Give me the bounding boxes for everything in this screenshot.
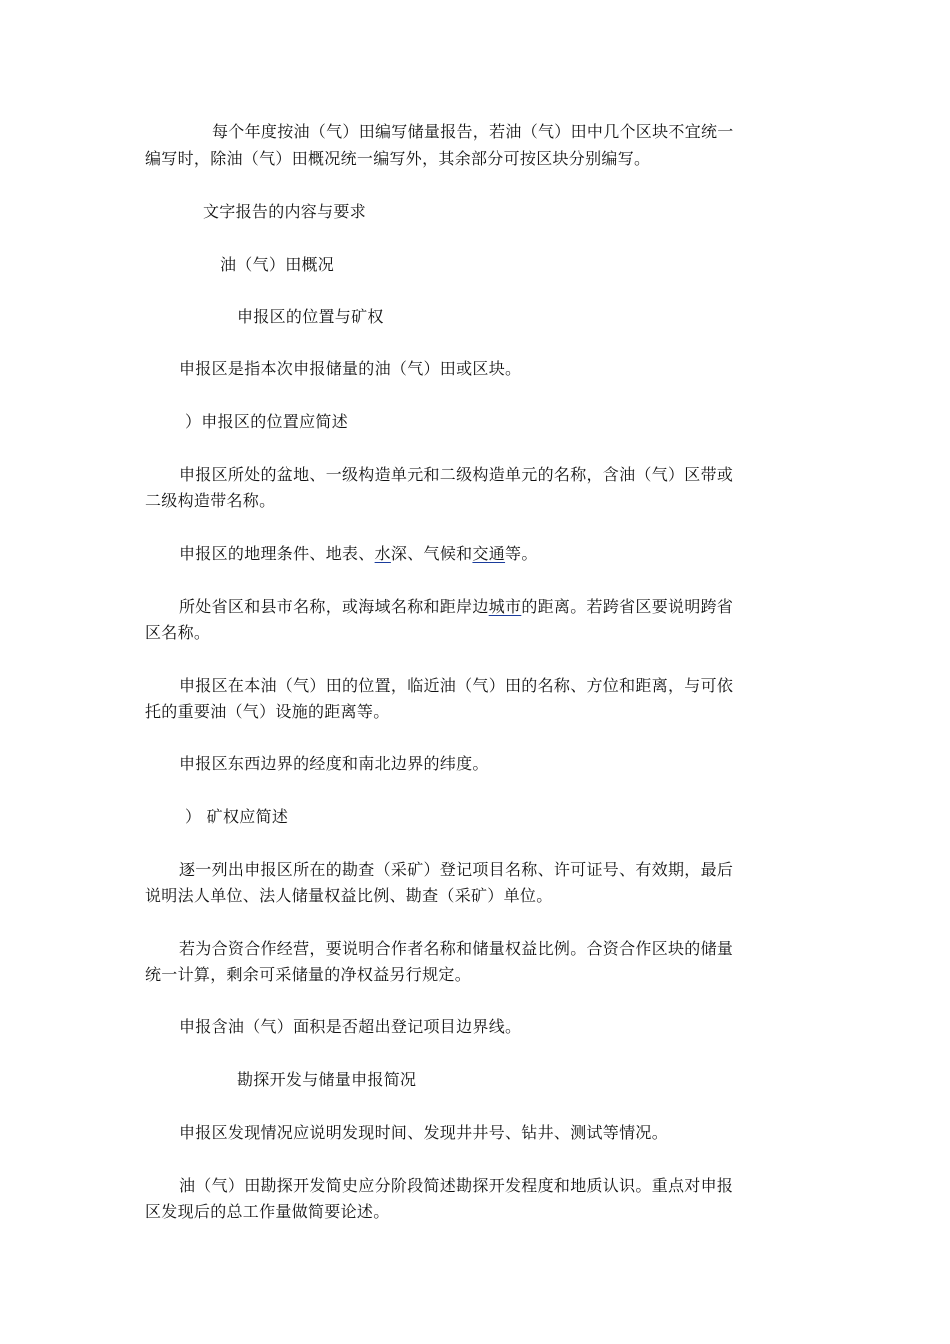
paragraph-discovery: 申报区发现情况应说明发现时间、发现井井号、钻井、测试等情况。 <box>179 1123 669 1142</box>
paragraph-intro-line-1: 每个年度按油（气）田编写储量报告，若油（气）田中几个区块不宜统一 <box>212 122 734 141</box>
heading-report-content: 文字报告的内容与要求 <box>203 202 367 221</box>
paragraph-field-position-line-2: 托的重要油（气）设施的距离等。 <box>145 702 390 721</box>
paragraph-intro-line-2: 编写时，除油（气）田概况统一编写外，其余部分可按区块分别编写。 <box>145 149 651 168</box>
paragraph-province-line-2: 区名称。 <box>145 623 211 642</box>
paragraph-geography <box>179 543 538 565</box>
paragraph-basin-line-2: 二级构造带名称。 <box>145 491 276 510</box>
province-text-start: 所处省区和县市名称，或海域名称和距岸边 <box>179 597 489 616</box>
province-text-end: 的距离。若跨省区要说明跨省 <box>521 597 734 616</box>
link-city[interactable]: 城市 <box>488 597 522 616</box>
paragraph-history-line-2: 区发现后的总工作量做简要论述。 <box>145 1202 390 1221</box>
heading-exploration-summary: 勘探开发与储量申报简况 <box>237 1070 417 1089</box>
heading-mining-rights: ） 矿权应简述 <box>185 807 289 826</box>
link-traffic[interactable]: 交通 <box>472 544 506 563</box>
paragraph-history-line-1: 油（气）田勘探开发简史应分阶段简述勘探开发程度和地质认识。重点对申报 <box>179 1176 734 1195</box>
geography-text-middle: 深、气候和 <box>390 544 473 563</box>
paragraph-province-line-1 <box>179 596 733 618</box>
paragraph-field-position-line-1: 申报区在本油（气）田的位置，临近油（气）田的名称、方位和距离，与可依 <box>179 676 734 695</box>
paragraph-registration-line-2: 说明法人单位、法人储量权益比例、勘查（采矿）单位。 <box>145 886 553 905</box>
geography-text-end: 等。 <box>505 544 538 563</box>
paragraph-definition: 申报区是指本次申报储量的油（气）田或区块。 <box>179 359 522 378</box>
paragraph-registration-line-1: 逐一列出申报区所在的勘查（采矿）登记项目名称、许可证号、有效期，最后 <box>179 860 734 879</box>
link-water[interactable]: 水 <box>374 544 391 563</box>
paragraph-basin-line-1: 申报区所处的盆地、一级构造单元和二级构造单元的名称，含油（气）区带或 <box>179 465 734 484</box>
paragraph-joint-venture-line-1: 若为合资合作经营，要说明合作者名称和储量权益比例。合资合作区块的储量 <box>179 939 734 958</box>
paragraph-joint-venture-line-2: 统一计算，剩余可采储量的净权益另行规定。 <box>145 965 472 984</box>
heading-location-rights: 申报区的位置与矿权 <box>237 307 384 326</box>
paragraph-coordinates: 申报区东西边界的经度和南北边界的纬度。 <box>179 754 489 773</box>
paragraph-area-boundary: 申报含油（气）面积是否超出登记项目边界线。 <box>179 1017 522 1036</box>
heading-location-brief: ）申报区的位置应简述 <box>185 412 349 431</box>
geography-text-start: 申报区的地理条件、地表、 <box>179 544 375 563</box>
heading-field-overview: 油（气）田概况 <box>220 255 335 274</box>
